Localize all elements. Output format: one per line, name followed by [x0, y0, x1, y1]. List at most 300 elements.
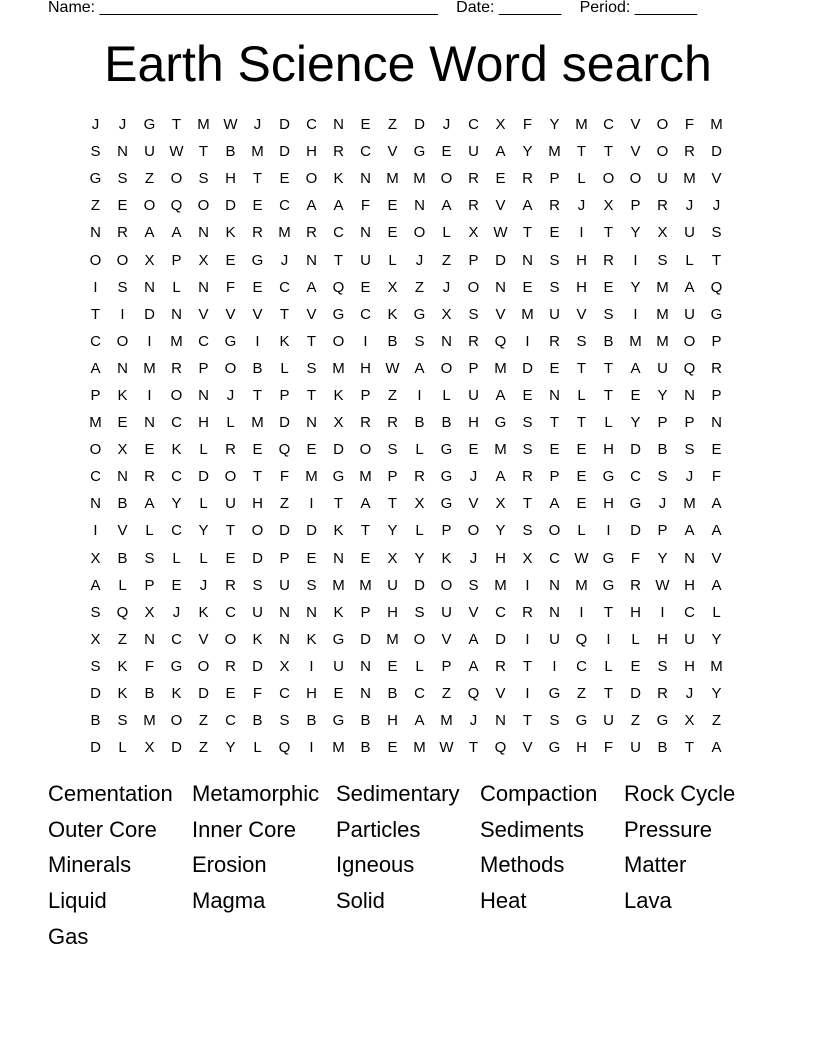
- grid-letter: E: [549, 359, 560, 377]
- grid-letter: R: [225, 441, 236, 459]
- grid-letter: X: [468, 224, 479, 242]
- grid-letter: S: [576, 332, 587, 350]
- grid-letter: W: [493, 224, 508, 242]
- grid-row: [82, 599, 730, 626]
- grid-letter: J: [685, 197, 694, 215]
- grid-letter: M: [656, 278, 669, 296]
- grid-letter: E: [171, 576, 182, 594]
- grid-letter: E: [603, 278, 614, 296]
- grid-letter: Z: [630, 712, 641, 730]
- grid-letter: I: [525, 685, 530, 703]
- word-bank-item: Igneous: [336, 852, 415, 878]
- grid-letter: H: [387, 712, 398, 730]
- grid-letter: E: [495, 170, 506, 188]
- grid-letter: R: [306, 224, 317, 242]
- word-bank-item: Rock Cycle: [624, 781, 736, 806]
- grid-letter: M: [143, 712, 156, 730]
- grid-letter: A: [549, 495, 560, 513]
- grid-letter: S: [414, 603, 425, 621]
- grid-letter: O: [116, 332, 129, 350]
- grid-letter: P: [468, 251, 479, 269]
- grid-letter: R: [252, 224, 263, 242]
- word-bank-item: Solid: [336, 888, 385, 914]
- grid-letter: X: [387, 549, 398, 567]
- grid-letter: N: [171, 305, 182, 323]
- grid-letter: E: [468, 441, 479, 459]
- grid-letter: D: [279, 522, 290, 540]
- grid-letter: C: [630, 468, 641, 486]
- grid-letter: Z: [279, 495, 290, 513]
- grid-letter: B: [252, 359, 263, 377]
- grid-letter: G: [602, 468, 615, 486]
- grid-letter: A: [711, 495, 722, 513]
- grid-letter: W: [574, 549, 589, 567]
- grid-letter: N: [360, 657, 371, 675]
- grid-letter: C: [306, 116, 317, 134]
- grid-letter: K: [117, 657, 128, 675]
- grid-letter: O: [224, 468, 237, 486]
- grid-letter: T: [603, 359, 614, 377]
- grid-letter: A: [711, 576, 722, 594]
- grid-letter: S: [90, 143, 101, 161]
- grid-letter: Q: [710, 278, 723, 296]
- grid-letter: E: [630, 657, 641, 675]
- grid-letter: Y: [630, 278, 641, 296]
- grid-letter: P: [279, 549, 290, 567]
- grid-letter: J: [685, 685, 694, 703]
- grid-row: [82, 219, 730, 246]
- grid-letter: R: [630, 576, 641, 594]
- grid-letter: N: [306, 414, 317, 432]
- grid-letter: M: [170, 332, 183, 350]
- grid-letter: K: [252, 630, 263, 648]
- grid-letter: S: [657, 657, 668, 675]
- grid-letter: R: [684, 143, 695, 161]
- grid-letter: V: [468, 495, 479, 513]
- grid-letter: D: [225, 197, 236, 215]
- grid-letter: M: [359, 576, 372, 594]
- grid-letter: L: [280, 359, 289, 377]
- grid-row: [82, 382, 730, 409]
- grid-letter: L: [415, 522, 424, 540]
- grid-letter: K: [198, 603, 209, 621]
- grid-letter: C: [90, 332, 101, 350]
- grid-letter: J: [658, 495, 667, 513]
- grid-letter: O: [467, 278, 480, 296]
- grid-letter: K: [225, 224, 236, 242]
- grid-letter: N: [90, 495, 101, 513]
- grid-letter: J: [91, 116, 100, 134]
- grid-letter: N: [90, 224, 101, 242]
- grid-letter: F: [684, 116, 695, 134]
- grid-letter: X: [279, 657, 290, 675]
- grid-letter: B: [117, 549, 128, 567]
- grid-letter: H: [576, 251, 587, 269]
- grid-letter: U: [387, 576, 398, 594]
- grid-letter: D: [630, 522, 641, 540]
- grid-letter: U: [468, 386, 479, 404]
- grid-letter: G: [575, 712, 588, 730]
- grid-letter: F: [252, 685, 263, 703]
- grid-letter: I: [606, 522, 611, 540]
- grid-row: [82, 707, 730, 734]
- grid-letter: M: [548, 143, 561, 161]
- grid-letter: Y: [549, 116, 560, 134]
- grid-letter: S: [522, 522, 533, 540]
- grid-letter: L: [118, 576, 127, 594]
- grid-letter: Z: [711, 712, 722, 730]
- grid-letter: O: [656, 116, 669, 134]
- grid-letter: C: [225, 603, 236, 621]
- grid-letter: T: [225, 522, 236, 540]
- grid-letter: S: [144, 549, 155, 567]
- grid-letter: J: [442, 278, 451, 296]
- grid-letter: J: [253, 116, 262, 134]
- grid-letter: D: [198, 685, 209, 703]
- grid-letter: E: [117, 414, 128, 432]
- grid-letter: C: [171, 522, 182, 540]
- grid-letter: P: [279, 386, 290, 404]
- grid-letter: R: [225, 576, 236, 594]
- grid-letter: P: [549, 468, 560, 486]
- grid-letter: Q: [278, 441, 291, 459]
- grid-letter: Y: [630, 414, 641, 432]
- grid-letter: A: [144, 224, 155, 242]
- grid-letter: N: [144, 278, 155, 296]
- grid-letter: Y: [387, 522, 398, 540]
- grid-letter: F: [360, 197, 371, 215]
- grid-letter: N: [549, 386, 560, 404]
- grid-letter: H: [576, 739, 587, 757]
- grid-letter: I: [309, 495, 314, 513]
- grid-letter: I: [255, 332, 260, 350]
- grid-letter: N: [549, 576, 560, 594]
- grid-letter: N: [414, 197, 425, 215]
- grid-letter: M: [359, 468, 372, 486]
- grid-letter: O: [332, 332, 345, 350]
- grid-letter: G: [548, 685, 561, 703]
- grid-letter: M: [251, 143, 264, 161]
- grid-letter: R: [225, 657, 236, 675]
- grid-letter: O: [197, 197, 210, 215]
- grid-letter: Y: [657, 549, 668, 567]
- grid-row: [82, 165, 730, 192]
- grid-letter: I: [606, 630, 611, 648]
- grid-letter: I: [633, 305, 638, 323]
- grid-letter: E: [711, 441, 722, 459]
- grid-letter: R: [522, 603, 533, 621]
- grid-letter: V: [387, 143, 398, 161]
- grid-letter: I: [633, 251, 638, 269]
- grid-letter: U: [225, 495, 236, 513]
- grid-letter: R: [495, 657, 506, 675]
- grid-letter: C: [549, 549, 560, 567]
- grid-letter: H: [684, 657, 695, 675]
- grid-letter: C: [468, 116, 479, 134]
- grid-row: [82, 301, 730, 328]
- grid-letter: X: [495, 116, 506, 134]
- grid-letter: M: [656, 332, 669, 350]
- grid-letter: E: [522, 278, 533, 296]
- grid-row: [82, 463, 730, 490]
- grid-row: [82, 328, 730, 355]
- grid-letter: Q: [494, 332, 507, 350]
- grid-letter: T: [603, 386, 614, 404]
- grid-letter: G: [251, 251, 264, 269]
- grid-letter: N: [495, 712, 506, 730]
- grid-letter: A: [171, 224, 182, 242]
- grid-letter: U: [684, 224, 695, 242]
- grid-letter: X: [144, 251, 155, 269]
- grid-letter: T: [306, 386, 317, 404]
- grid-letter: E: [306, 441, 317, 459]
- grid-letter: V: [117, 522, 128, 540]
- grid-letter: K: [171, 685, 182, 703]
- grid-letter: S: [90, 603, 101, 621]
- grid-letter: M: [521, 305, 534, 323]
- word-bank-item: Sedimentary: [336, 781, 460, 806]
- grid-letter: H: [306, 143, 317, 161]
- grid-letter: N: [117, 143, 128, 161]
- grid-letter: A: [333, 197, 344, 215]
- grid-letter: H: [252, 495, 263, 513]
- grid-letter: U: [657, 359, 668, 377]
- grid-row: [82, 490, 730, 517]
- grid-letter: S: [711, 224, 722, 242]
- grid-letter: N: [711, 414, 722, 432]
- grid-letter: L: [577, 522, 586, 540]
- grid-letter: C: [171, 414, 182, 432]
- grid-letter: H: [360, 359, 371, 377]
- grid-letter: F: [603, 739, 614, 757]
- grid-letter: N: [360, 224, 371, 242]
- grid-letter: L: [631, 630, 640, 648]
- grid-row: [82, 734, 730, 761]
- grid-letter: T: [306, 332, 317, 350]
- grid-letter: E: [549, 224, 560, 242]
- grid-letter: W: [655, 576, 670, 594]
- grid-row: [82, 517, 730, 544]
- grid-letter: P: [468, 359, 479, 377]
- grid-letter: B: [657, 441, 668, 459]
- word-bank-item: Magma: [192, 888, 266, 914]
- grid-letter: V: [711, 170, 722, 188]
- grid-letter: M: [332, 359, 345, 377]
- grid-letter: H: [630, 603, 641, 621]
- grid-letter: N: [522, 251, 533, 269]
- grid-letter: E: [252, 278, 263, 296]
- grid-letter: O: [440, 170, 453, 188]
- grid-letter: C: [360, 305, 371, 323]
- grid-letter: A: [441, 197, 452, 215]
- grid-letter: C: [90, 468, 101, 486]
- grid-letter: K: [117, 386, 128, 404]
- grid-letter: G: [440, 495, 453, 513]
- grid-letter: U: [684, 305, 695, 323]
- grid-letter: Y: [495, 522, 506, 540]
- grid-letter: I: [309, 657, 314, 675]
- grid-letter: D: [495, 251, 506, 269]
- grid-letter: G: [602, 549, 615, 567]
- grid-letter: R: [117, 224, 128, 242]
- grid-letter: S: [684, 441, 695, 459]
- grid-letter: I: [525, 576, 530, 594]
- grid-letter: E: [387, 739, 398, 757]
- grid-letter: N: [198, 278, 209, 296]
- grid-letter: T: [549, 414, 560, 432]
- grid-letter: J: [712, 197, 721, 215]
- grid-letter: N: [144, 414, 155, 432]
- grid-letter: R: [468, 332, 479, 350]
- grid-letter: D: [90, 739, 101, 757]
- grid-letter: J: [469, 468, 478, 486]
- grid-letter: S: [387, 441, 398, 459]
- word-bank-item: Pressure: [624, 816, 713, 842]
- grid-letter: M: [413, 739, 426, 757]
- grid-letter: R: [414, 468, 425, 486]
- grid-letter: V: [252, 305, 263, 323]
- grid-letter: E: [144, 441, 155, 459]
- grid-letter: P: [90, 386, 101, 404]
- grid-letter: O: [89, 441, 102, 459]
- grid-letter: E: [549, 441, 560, 459]
- grid-letter: V: [198, 305, 209, 323]
- grid-letter: G: [224, 332, 237, 350]
- grid-letter: E: [387, 657, 398, 675]
- grid-letter: S: [306, 359, 317, 377]
- grid-letter: Y: [711, 630, 722, 648]
- grid-letter: L: [604, 657, 613, 675]
- grid-letter: U: [468, 143, 479, 161]
- grid-letter: T: [198, 143, 209, 161]
- grid-letter: M: [440, 712, 453, 730]
- grid-letter: I: [579, 603, 584, 621]
- grid-letter: E: [225, 251, 236, 269]
- grid-letter: L: [199, 549, 208, 567]
- grid-letter: A: [306, 197, 317, 215]
- grid-letter: T: [333, 495, 344, 513]
- grid-row: [82, 653, 730, 680]
- grid-letter: L: [685, 251, 694, 269]
- grid-letter: L: [442, 386, 451, 404]
- grid-letter: R: [522, 170, 533, 188]
- grid-letter: V: [522, 739, 533, 757]
- grid-letter: O: [197, 657, 210, 675]
- grid-letter: G: [629, 495, 642, 513]
- grid-letter: J: [280, 251, 289, 269]
- grid-letter: X: [144, 603, 155, 621]
- grid-letter: I: [93, 522, 98, 540]
- grid-letter: N: [549, 603, 560, 621]
- grid-row: [82, 274, 730, 301]
- grid-letter: B: [414, 414, 425, 432]
- grid-letter: V: [630, 143, 641, 161]
- name-field[interactable]: Name: ______________________________________: [48, 0, 438, 16]
- grid-letter: D: [306, 522, 317, 540]
- grid-letter: M: [494, 359, 507, 377]
- grid-letter: L: [415, 441, 424, 459]
- grid-letter: I: [363, 332, 368, 350]
- grid-letter: E: [576, 495, 587, 513]
- grid-letter: A: [414, 712, 425, 730]
- date-field[interactable]: Date: _______: [456, 0, 562, 16]
- grid-letter: N: [360, 685, 371, 703]
- grid-letter: S: [549, 251, 560, 269]
- page-title: Earth Science Word search: [104, 36, 712, 92]
- grid-letter: S: [468, 576, 479, 594]
- grid-letter: P: [657, 414, 668, 432]
- word-bank-item: Particles: [336, 816, 421, 842]
- grid-letter: R: [171, 359, 182, 377]
- grid-letter: T: [603, 685, 614, 703]
- grid-letter: R: [333, 143, 344, 161]
- grid-letter: N: [684, 386, 695, 404]
- grid-letter: S: [657, 468, 668, 486]
- grid-letter: G: [170, 657, 183, 675]
- grid-letter: F: [144, 657, 155, 675]
- grid-letter: E: [441, 143, 452, 161]
- grid-letter: Z: [198, 739, 209, 757]
- grid-letter: B: [657, 739, 668, 757]
- grid-letter: L: [577, 170, 586, 188]
- grid-letter: E: [252, 441, 263, 459]
- grid-letter: R: [657, 685, 668, 703]
- grid-letter: L: [712, 603, 721, 621]
- grid-row: [82, 246, 730, 273]
- grid-letter: K: [117, 685, 128, 703]
- grid-letter: M: [89, 414, 102, 432]
- grid-letter: I: [525, 332, 530, 350]
- grid-row: [82, 545, 730, 572]
- grid-letter: D: [171, 739, 182, 757]
- grid-letter: W: [385, 359, 400, 377]
- grid-letter: Y: [414, 549, 425, 567]
- grid-letter: O: [413, 224, 426, 242]
- grid-letter: Y: [522, 143, 533, 161]
- grid-letter: R: [360, 414, 371, 432]
- letter-grid: [82, 111, 730, 761]
- grid-letter: T: [684, 739, 695, 757]
- word-bank-item: Compaction: [480, 781, 598, 806]
- grid-letter: R: [603, 251, 614, 269]
- grid-letter: D: [144, 305, 155, 323]
- grid-letter: H: [387, 603, 398, 621]
- grid-letter: A: [360, 495, 371, 513]
- grid-letter: Z: [387, 386, 398, 404]
- grid-letter: N: [279, 603, 290, 621]
- period-field[interactable]: Period: _______: [579, 0, 698, 16]
- grid-letter: D: [90, 685, 101, 703]
- grid-letter: N: [333, 549, 344, 567]
- grid-letter: V: [441, 630, 452, 648]
- grid-letter: L: [199, 495, 208, 513]
- grid-letter: T: [603, 224, 614, 242]
- grid-letter: G: [332, 468, 345, 486]
- grid-letter: T: [522, 712, 533, 730]
- grid-letter: X: [441, 305, 452, 323]
- grid-letter: M: [494, 441, 507, 459]
- grid-letter: G: [332, 305, 345, 323]
- grid-letter: H: [468, 414, 479, 432]
- word-bank-item: Liquid: [48, 888, 107, 914]
- grid-letter: E: [387, 224, 398, 242]
- grid-letter: D: [333, 441, 344, 459]
- grid-letter: A: [468, 630, 479, 648]
- grid-letter: X: [144, 739, 155, 757]
- grid-letter: V: [225, 305, 236, 323]
- grid-letter: Z: [198, 712, 209, 730]
- grid-letter: T: [522, 495, 533, 513]
